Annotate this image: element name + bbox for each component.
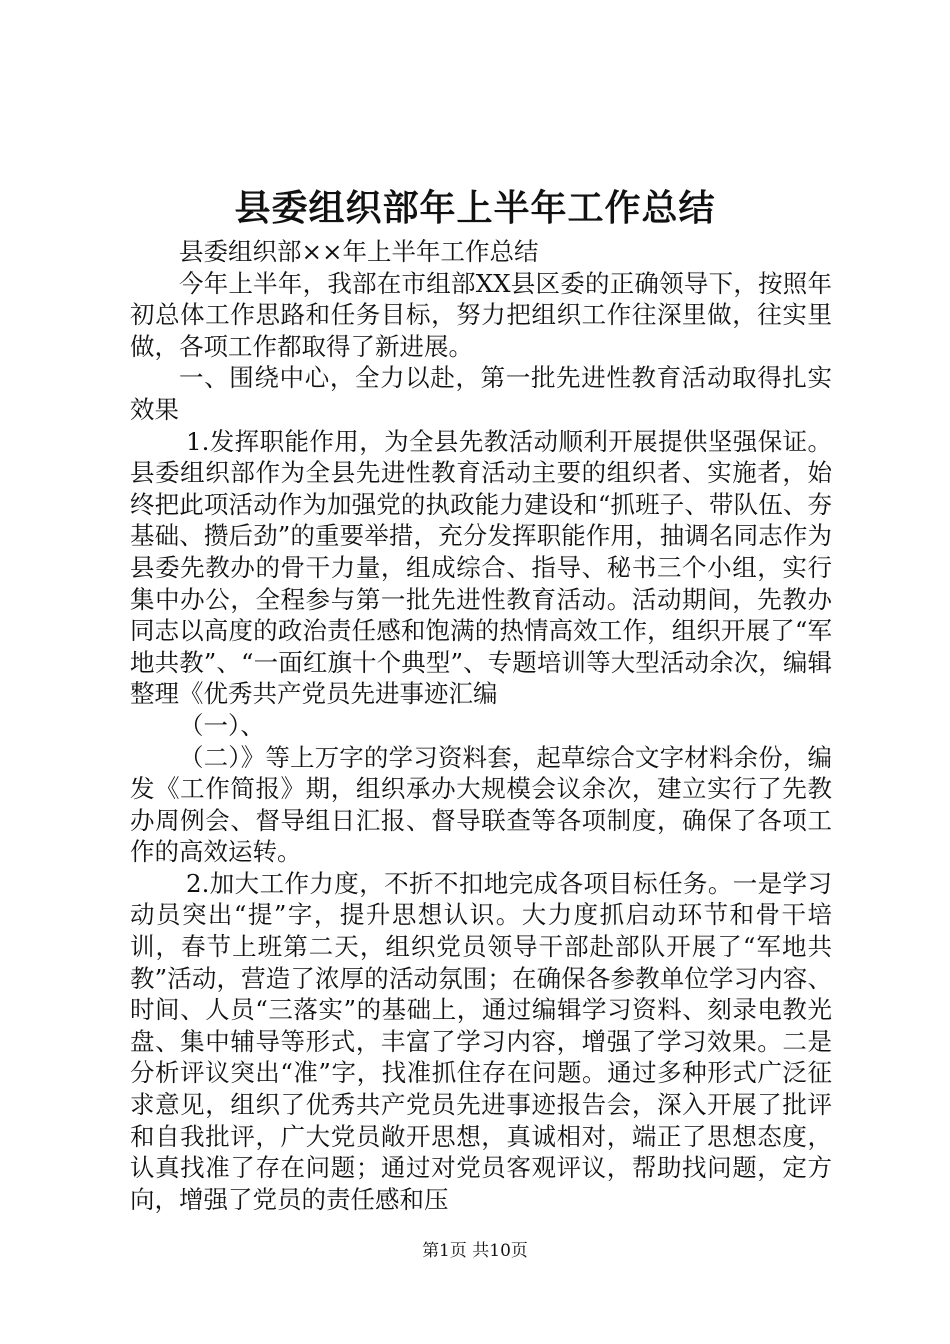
paragraph-fragment-2: （二）》等上万字的学习资料套，起草综合文字材料余份，编发《工作简报》期，组织承办大规模会议余次，建立实行了先教办周例会、督导组日汇报、督导联查等各项制度，确保了各项工作的高效运转。	[130, 742, 832, 867]
paragraph-intro: 今年上半年，我部在市组部XX县区委的正确领导下，按照年初总体工作思路和任务目标，努力把组织工作往深里做，往实里做，各项工作都取得了新进展。	[130, 268, 832, 361]
section-heading-1: 一、围绕中心，全力以赴，第一批先进性教育活动取得扎实效果	[130, 363, 832, 424]
document-body	[130, 236, 832, 1215]
document-subtitle: 县委组织部××年上半年工作总结	[179, 237, 539, 266]
paragraph-fragment-1: （一）、	[179, 710, 265, 740]
paragraph-item-1: 1.发挥职能作用，为全县先教活动顺利开展提供坚强保证。县委组织部作为全县先进性教育活动主要的组织者、实施者，始终把此项活动作为加强党的执政能力建设和“抓班子、带队伍、夯基础、攒后劲”的重要举措，充分发挥职能作用，抽调名同志作为县委先教办的骨干力量，组成综合、指导、秘书三个小组，实行集中办公，全程参与第一批先进性教育活动。活动期间，先教办同志以高度的政治责任感和饱满的热情高效工作，组织开展了“军地共教”、“一面红旗十个典型”、专题培训等大型活动余次，编辑整理《优秀共产党员先进事迹汇编	[130, 426, 832, 709]
page-number: 第1页 共10页	[422, 1241, 528, 1261]
document-title: 县委组织部年上半年工作总结	[234, 187, 716, 229]
paragraph-item-2: 2.加大工作力度，不折不扣地完成各项目标任务。一是学习动员突出“提”字，提升思想认识。大力度抓启动环节和骨干培训，春节上班第二天，组织党员领导干部赴部队开展了“军地共教”活动，营造了浓厚的活动氛围；在确保各参教单位学习内容、时间、人员“三落实”的基础上，通过编辑学习资料、刻录电教光盘、集中辅导等形式，丰富了学习内容，增强了学习效果。二是分析评议突出“准”字，找准抓住存在问题。通过多种形式广泛征求意见，组织了优秀共产党员先进事迹报告会，深入开展了批评和自我批评，广大党员敞开思想，真诚相对，端正了思想态度，认真找准了存在问题；通过对党员客观评议，帮助找问题，定方向，增强了党员的责任感和压	[130, 868, 832, 1214]
